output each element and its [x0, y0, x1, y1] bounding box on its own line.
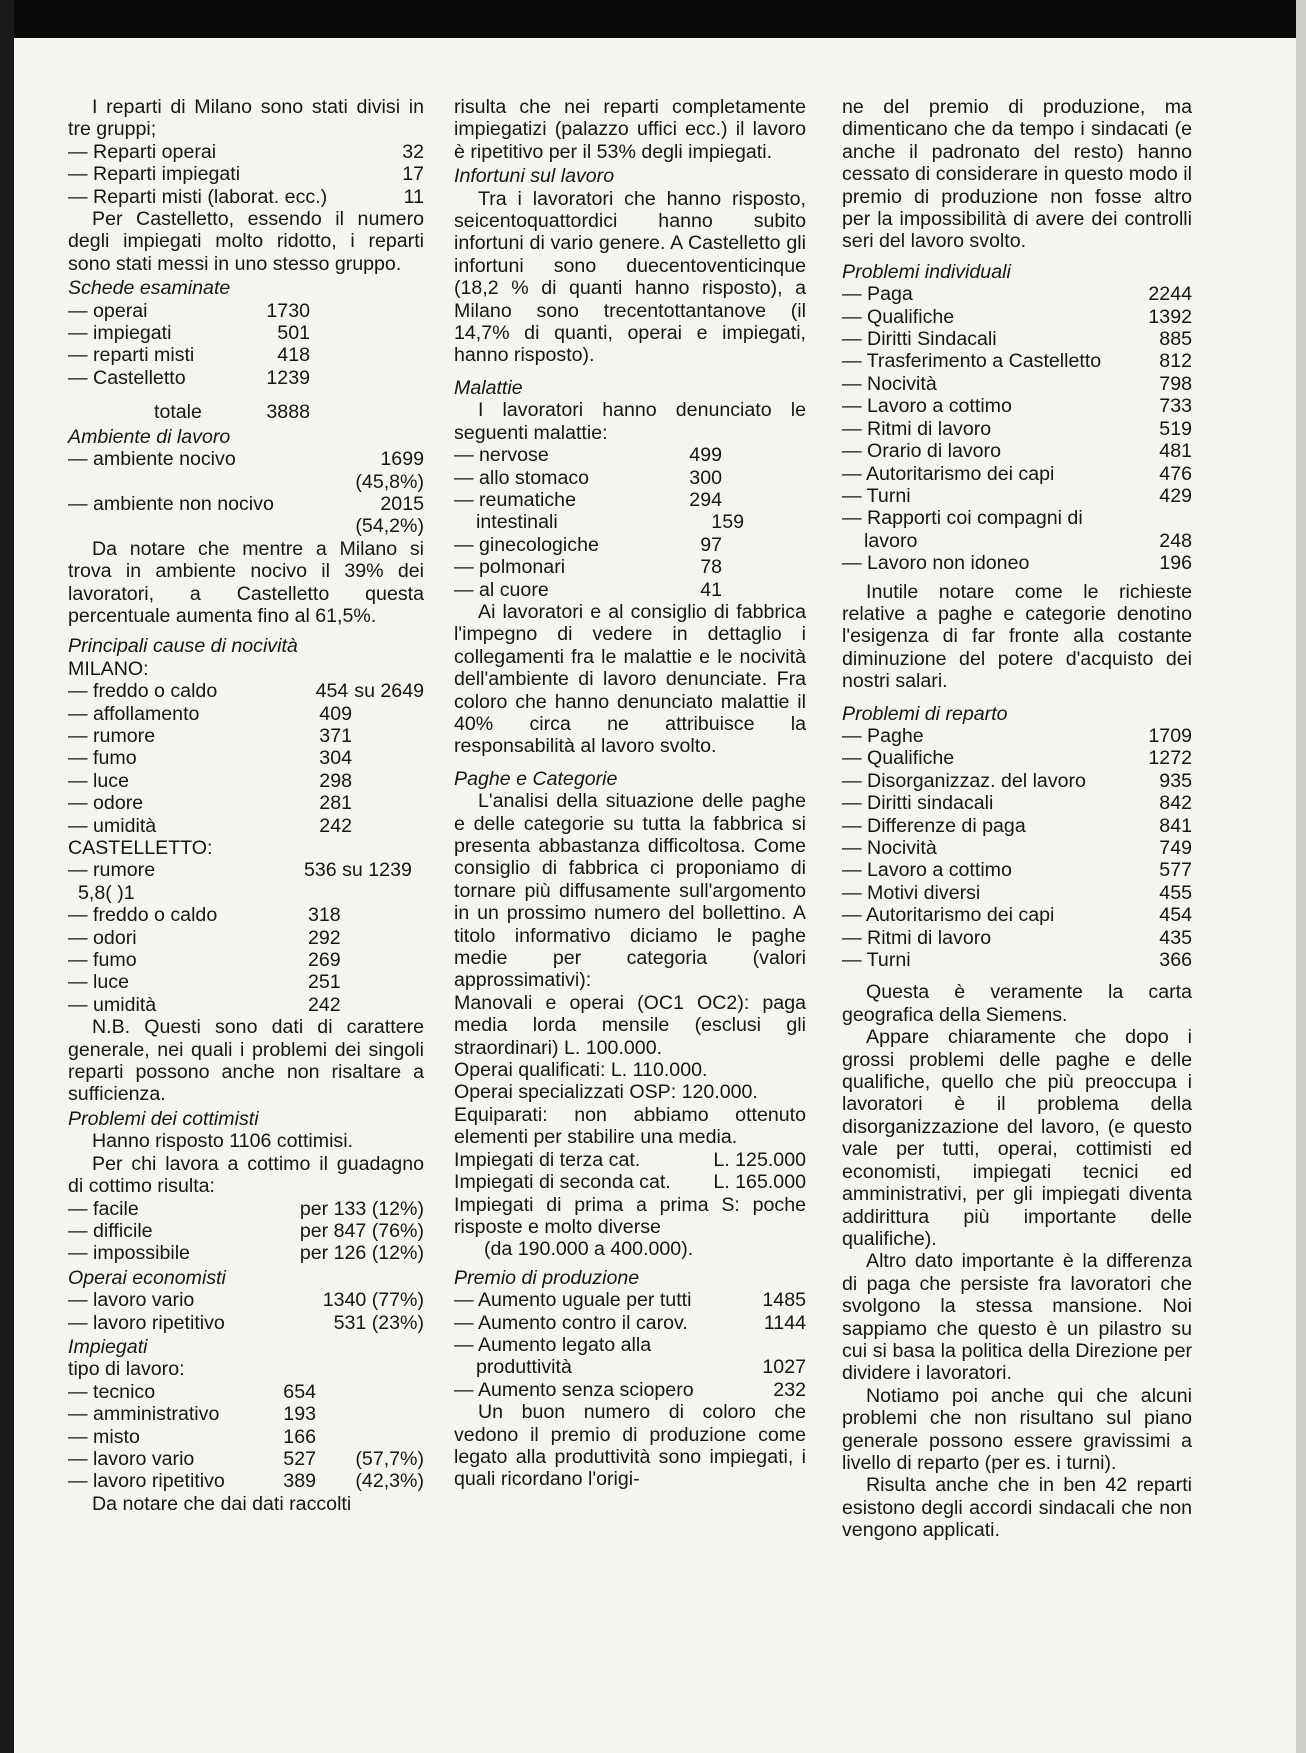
section-heading: Malattie: [454, 376, 523, 399]
list-item: — Diritti sindacali 842: [842, 792, 1192, 815]
list-item: Impiegati di terza cat. L. 125.000: [454, 1148, 806, 1171]
milano-list: [68, 680, 424, 837]
castelletto-note: Per Castelletto, essendo il numero degli impiegati molto ridotto, i reparti sono stati messi in uno stesso gruppo.: [68, 208, 424, 275]
schede-list: [68, 300, 424, 424]
appare-paragraph: Appare chiaramente che dopo i grossi problemi delle paghe e delle qualifiche, quello che più preoccupa i lavoratori è il problema della disorganizzazione del lavoro, (e questo vale per tutti, operai, cottimisti ed economisti, impiegati tecnici ed amministrativi, per gli impiegati diventa addirittura più importante delle qualifiche).: [842, 1026, 1192, 1250]
list-item: — fumo 304: [68, 747, 352, 770]
list-item: — Reparti impiegati 17: [68, 163, 424, 186]
list-item: — reparti misti 418: [68, 344, 310, 367]
list-item: — lavoro vario 1340 (77%): [68, 1289, 424, 1312]
carta-paragraph: Questa è veramente la carta geografica della Siemens.: [842, 981, 1192, 1026]
list-item: lavoro 248: [864, 529, 1192, 552]
section-heading: Premio di produzione: [454, 1266, 640, 1289]
list-item: intestinali 159: [476, 511, 744, 534]
premio-paragraph: Un buon numero di coloro che vedono il premio di produzione come legato alla produttività sono impiegati, i quali ricordano l'origi-: [454, 1401, 806, 1491]
notiamo-paragraph: Notiamo poi anche qui che alcuni problemi che non risultano sul piano generale possono essere gravissimi a livello di reparto (per es. i turni).: [842, 1384, 1192, 1474]
list-item: — facile per 133 (12%): [68, 1197, 424, 1220]
list-item: — Reparti operai 32: [68, 140, 424, 163]
castelletto-percentage: 5,8( )1: [78, 881, 135, 904]
percentage: (54,2%): [355, 515, 424, 538]
imp-prima-paragraph: Impiegati di prima a prima S: poche risposte e molto diverse: [454, 1193, 806, 1238]
list-item: — Differenze di paga 841: [842, 814, 1192, 837]
list-item: — Turni 366: [842, 949, 1192, 972]
section-heading: Problemi dei cottimisti: [68, 1107, 259, 1130]
tipo-label: tipo di lavoro:: [68, 1358, 185, 1381]
continuation-paragraph: risulta che nei reparti completamente impiegatizi (palazzo uffici ecc.) il lavoro è ripetitivo per il 53% degli impiegati.: [454, 96, 806, 163]
inutile-paragraph: Inutile notare come le richieste relative a paghe e categorie denotino l'esigenza di far fronte alla costante diminuzione del potere d'acquisto dei nostri salari.: [842, 580, 1192, 693]
individuali-list: [842, 283, 1192, 574]
section-heading: Paghe e Categorie: [454, 767, 618, 790]
malattie-list: [454, 444, 806, 601]
cottimisti-text: Per chi lavora a cottimo il guadagno di cottimo risulta:: [68, 1152, 424, 1198]
list-item: — umidità 242: [68, 814, 352, 837]
list-item: — misto 166: [68, 1425, 316, 1448]
list-item: — Disorganizzaz. del lavoro 935: [842, 769, 1192, 792]
section-heading: Infortuni sul lavoro: [454, 165, 615, 188]
list-item: — Aumento contro il carov. 1144: [454, 1311, 806, 1334]
cottimo-list: [68, 1198, 424, 1265]
castelletto-label: CASTELLETTO:: [68, 837, 213, 859]
column-3: [842, 96, 1192, 1542]
risulta-paragraph: Risulta anche che in ben 42 reparti esistono degli accordi sindacali che non vengono applicati.: [842, 1474, 1192, 1542]
nb-note: N.B. Questi sono dati di carattere generale, nei quali i problemi dei singoli reparti possono anche non risaltare a sufficienza.: [68, 1016, 424, 1106]
list-item: — luce 251: [68, 971, 341, 994]
list-item: — ginecologiche 97: [454, 533, 722, 556]
list-item: — Turni 429: [842, 484, 1192, 507]
list-item: — lavoro vario 527 (57,7%): [68, 1447, 424, 1470]
final-text: Da notare che dai dati raccolti: [92, 1492, 352, 1515]
list-item: — rumore 371: [68, 724, 352, 747]
section-heading: Problemi individuali: [842, 260, 1011, 283]
section-heading: Principali cause di nocività: [68, 635, 298, 658]
list-item: — freddo o caldo 454 su 2649: [68, 680, 424, 703]
malattie-intro: I lavoratori hanno denunciato le seguenti malattie:: [454, 399, 806, 444]
list-item: — Aumento legato alla: [454, 1333, 652, 1356]
column-1: [68, 96, 424, 1515]
altro-paragraph: Altro dato importante è la differenza di paga che persiste fra lavoratori che svolgono la stessa mansione. Noi sappiamo che questo è un pilastro su cui si basa la politica della Direzione per dividere i lavoratori.: [842, 1250, 1192, 1385]
list-item: — amministrativo 193: [68, 1403, 316, 1426]
list-item: — Paghe 1709: [842, 724, 1192, 747]
list-item: Impiegati di seconda cat. L. 165.000: [454, 1171, 806, 1194]
list-item: — freddo o caldo 318: [68, 904, 341, 927]
list-item: — ambiente nocivo 1699: [68, 448, 424, 471]
list-item: — umidità 242: [68, 993, 341, 1016]
section-heading: Schede esaminate: [68, 277, 231, 300]
gruppi-list: [68, 141, 424, 208]
list-item: — lavoro ripetitivo 389 (42,3%): [68, 1470, 424, 1493]
list-item: — Lavoro a cottimo 733: [842, 395, 1192, 418]
infortuni-paragraph: Tra i lavoratori che hanno risposto, seicentoquattordici hanno subito infortuni di vario genere. A Castelletto gli infortuni sono duecentoventicinque (18,2 % di quanti hanno risposto), a Milano sono trecentottantanove (il 14,7% di quanti, operai e impiegati, hanno risposto).: [454, 187, 806, 367]
list-item: — impiegati 501: [68, 322, 310, 345]
list-item: — Ritmi di lavoro 435: [842, 926, 1192, 949]
scan-left-border: [0, 0, 14, 1753]
list-item: produttività 1027: [476, 1356, 806, 1379]
section-heading: Operai economisti: [68, 1266, 226, 1289]
list-item: — Qualifiche 1272: [842, 747, 1192, 770]
list-item: — ambiente non nocivo 2015: [68, 492, 424, 515]
continuation-paragraph: ne del premio di produzione, ma dimenticano che da tempo i sindacati (e anche il padronato del resto) hanno cessato di considerare in questo modo il premio di produzione non fosse altro per la impossibilità di avere dei controlli seri del lavoro svolto.: [842, 96, 1192, 253]
list-item: — Ritmi di lavoro 519: [842, 417, 1192, 440]
list-item: — Autoritarismo dei capi 476: [842, 462, 1192, 485]
list-item: — rumore 536 su 1239: [68, 859, 412, 882]
list-item: — tecnico 654: [68, 1380, 316, 1403]
list-item: — luce 298: [68, 769, 352, 792]
reparto-list: [842, 725, 1192, 971]
list-item: — Lavoro non idoneo 196: [842, 552, 1192, 575]
list-item: — Lavoro a cottimo 577: [842, 859, 1192, 882]
list-item: — impossibile per 126 (12%): [68, 1242, 424, 1265]
list-item: — fumo 269: [68, 949, 341, 972]
list-item: — operai 1730: [68, 299, 310, 322]
section-heading: Ambiente di lavoro: [68, 425, 231, 448]
list-item: — Nocività 749: [842, 837, 1192, 859]
imp-prima-range: (da 190.000 a 400.000).: [484, 1238, 694, 1261]
qualificati-line: Operai qualificati: L. 110.000.: [454, 1059, 708, 1082]
economisti-list: [68, 1289, 424, 1334]
list-item: — Reparti misti (laborat. ecc.) 11: [68, 185, 424, 208]
totale-row: totale 3888: [154, 401, 310, 424]
equiparati-paragraph: Equiparati: non abbiamo ottenuto elementi per stabilire una media.: [454, 1103, 806, 1149]
scan-top-border: [0, 0, 1306, 38]
list-item: — Motivi diversi 455: [842, 881, 1192, 904]
list-item: — Aumento senza sciopero 232: [454, 1378, 806, 1401]
list-item: — Aumento uguale per tutti 1485: [454, 1289, 806, 1312]
section-heading: Problemi di reparto: [842, 702, 1008, 725]
list-item: — odori 292: [68, 926, 341, 949]
scan-right-edge: [1296, 0, 1306, 1753]
castelletto-list: [68, 904, 424, 1016]
list-item: — affollamento 409: [68, 702, 352, 725]
list-item: — al cuore 41: [454, 578, 722, 601]
impiegati-list: [68, 1381, 424, 1493]
list-item: — polmonari 78: [454, 556, 722, 579]
list-item: — reumatiche 294: [454, 488, 722, 511]
list-item: — allo stomaco 300: [454, 466, 722, 489]
list-item: — Paga 2244: [842, 283, 1192, 306]
specializzati-line: Operai specializzati OSP: 120.000.: [454, 1081, 758, 1104]
list-item: — nervose 499: [454, 444, 722, 467]
list-item: — Autoritarismo dei capi 454: [842, 904, 1192, 927]
percentage: (45,8%): [355, 470, 424, 493]
list-item: — Castelletto 1239: [68, 366, 310, 389]
milano-label: MILANO:: [68, 657, 149, 680]
ambiente-note: Da notare che mentre a Milano si trova in ambiente nocivo il 39% dei lavoratori, a Castelletto questa percentuale aumenta fino al 61,5%.: [68, 537, 424, 627]
paghe-paragraph: L'analisi della situazione delle paghe e delle categorie su tutta la fabbrica si presenta abbastanza difficoltosa. Come consiglio di fabbrica ci proponiamo di tornare più diffusamente sull'argomento in un prossimo numero del bollettino. A titolo informativo diciamo le paghe medie per categoria (valori approssimativi):: [454, 790, 806, 992]
list-item: — Diritti Sindacali 885: [842, 328, 1192, 351]
manovali-paragraph: Manovali e operai (OC1 OC2): paga media lorda mensile (esclusi gli straordinari) L. 100.000.: [454, 991, 806, 1059]
list-item: — Nocività 798: [842, 372, 1192, 395]
intro-paragraph: I reparti di Milano sono stati divisi in tre gruppi;: [68, 96, 424, 141]
malattie-paragraph: Ai lavoratori e al consiglio di fabbrica l'impegno di vedere in dettaglio i collegamenti fra le malattie e le nocività dell'ambiente di lavoro denunciate. Fra coloro che hanno denunciato malattie il 40% circa ne attribuisce la responsabilità al lavoro svolto.: [454, 600, 806, 758]
column-2: [454, 96, 806, 1491]
list-item: — Rapporti coi compagni di: [842, 507, 1083, 530]
list-item: — odore 281: [68, 792, 352, 815]
section-heading: Impiegati: [68, 1335, 148, 1358]
cottimisti-intro: Hanno risposto 1106 cottimisi.: [92, 1130, 354, 1153]
list-item: — Qualifiche 1392: [842, 305, 1192, 328]
list-item: — difficile per 847 (76%): [68, 1219, 424, 1242]
list-item: — Orario di lavoro 481: [842, 440, 1192, 463]
list-item: — lavoro ripetitivo 531 (23%): [68, 1311, 424, 1334]
list-item: — Trasferimento a Castelletto 812: [842, 350, 1192, 373]
